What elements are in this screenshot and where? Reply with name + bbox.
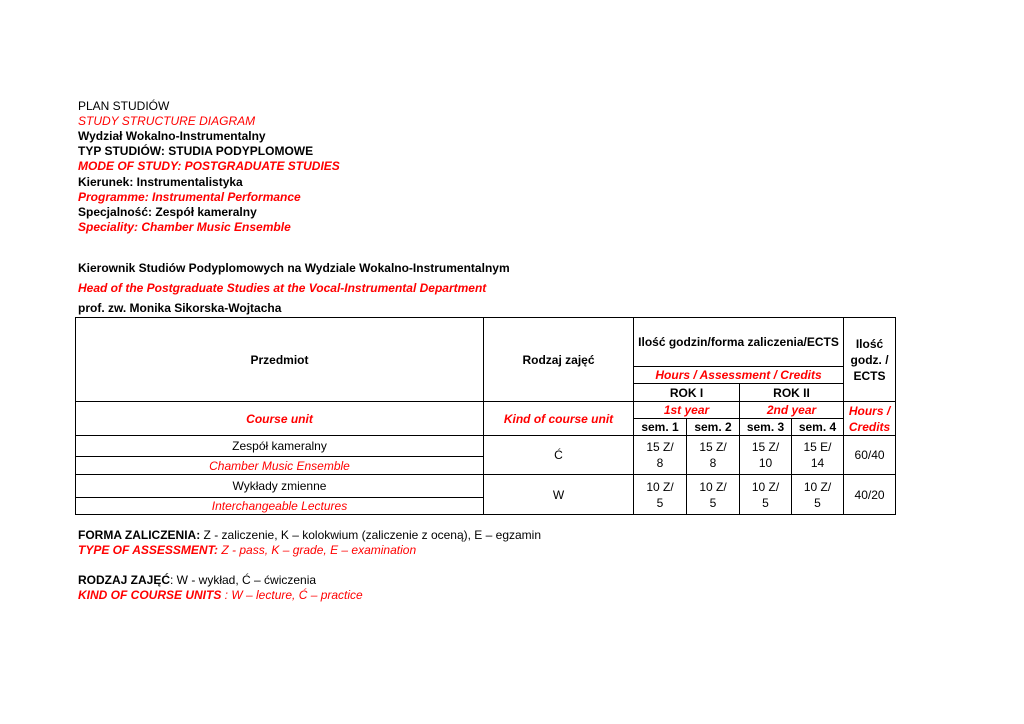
sem4-header: sem. 4 bbox=[792, 419, 844, 436]
course-sem1: 10 Z/ 5 bbox=[634, 475, 687, 515]
year1-en: 1st year bbox=[634, 402, 740, 419]
year2-pl: ROK II bbox=[740, 384, 844, 402]
field-pl: Kierunek: Instrumentalistyka bbox=[78, 175, 243, 189]
col-type-en: Kind of course unit bbox=[484, 402, 634, 436]
year1-pl: ROK I bbox=[634, 384, 740, 402]
kind-legend-pl: RODZAJ ZAJĘĆ: W - wykład, Ć – ćwiczenia bbox=[78, 573, 317, 587]
course-name-pl: Zespół kameralny bbox=[76, 436, 484, 457]
assessment-legend-en: TYPE OF ASSESSMENT: Z - pass, K – grade, E – examination bbox=[78, 543, 417, 557]
faculty-pl: Wydział Wokalno-Instrumentalny bbox=[78, 129, 266, 143]
course-sem4: 15 E/ 14 bbox=[792, 436, 844, 475]
course-name-en: Chamber Music Ensemble bbox=[76, 457, 484, 475]
year2-en: 2nd year bbox=[740, 402, 844, 419]
sem3-header: sem. 3 bbox=[740, 419, 792, 436]
course-name-pl: Wykłady zmienne bbox=[76, 475, 484, 498]
plan-title-pl: PLAN STUDIÓW bbox=[78, 99, 170, 113]
speciality-pl: Specjalność: Zespół kameralny bbox=[78, 205, 257, 219]
course-sem3: 15 Z/ 10 bbox=[740, 436, 792, 475]
head-title-en: Head of the Postgraduate Studies at the Vocal-Instrumental Department bbox=[78, 281, 487, 295]
course-sem2: 10 Z/ 5 bbox=[687, 475, 740, 515]
col-hours-pl: Ilość godzin/forma zaliczenia/ECTS bbox=[634, 318, 844, 367]
sem1-header: sem. 1 bbox=[634, 419, 687, 436]
col-total-pl: Ilość godz. / ECTS bbox=[844, 318, 896, 402]
kind-legend-en: KIND OF COURSE UNITS : W – lecture, Ć – practice bbox=[78, 588, 363, 602]
study-type-en: MODE OF STUDY: POSTGRADUATE STUDIES bbox=[78, 159, 340, 173]
sem2-header: sem. 2 bbox=[687, 419, 740, 436]
col-subject-en: Course unit bbox=[76, 402, 484, 436]
course-sem1: 15 Z/ 8 bbox=[634, 436, 687, 475]
col-type-pl: Rodzaj zajęć bbox=[484, 318, 634, 402]
assessment-legend-pl: FORMA ZALICZENIA: Z - zaliczenie, K – kolokwium (zaliczenie z oceną), E – egzamin bbox=[78, 528, 542, 542]
field-en: Programme: Instrumental Performance bbox=[78, 190, 301, 204]
course-sem3: 10 Z/ 5 bbox=[740, 475, 792, 515]
course-name-en: Interchangeable Lectures bbox=[76, 498, 484, 515]
head-title-pl: Kierownik Studiów Podyplomowych na Wydziale Wokalno-Instrumentalnym bbox=[78, 261, 510, 275]
head-name: prof. zw. Monika Sikorska-Wojtacha bbox=[78, 301, 282, 315]
course-sem2: 15 Z/ 8 bbox=[687, 436, 740, 475]
study-type-pl: TYP STUDIÓW: STUDIA PODYPLOMOWE bbox=[78, 144, 314, 158]
col-subject-pl: Przedmiot bbox=[76, 318, 484, 402]
course-total: 40/20 bbox=[844, 475, 896, 515]
col-hours-en: Hours / Assessment / Credits bbox=[634, 367, 844, 384]
study-plan-table bbox=[75, 317, 896, 515]
course-type: Ć bbox=[484, 436, 634, 475]
speciality-en: Speciality: Chamber Music Ensemble bbox=[78, 220, 291, 234]
course-sem4: 10 Z/ 5 bbox=[792, 475, 844, 515]
course-total: 60/40 bbox=[844, 436, 896, 475]
plan-title-en: STUDY STRUCTURE DIAGRAM bbox=[78, 114, 256, 128]
course-type: W bbox=[484, 475, 634, 515]
col-total-en: Hours / Credits bbox=[844, 402, 896, 436]
